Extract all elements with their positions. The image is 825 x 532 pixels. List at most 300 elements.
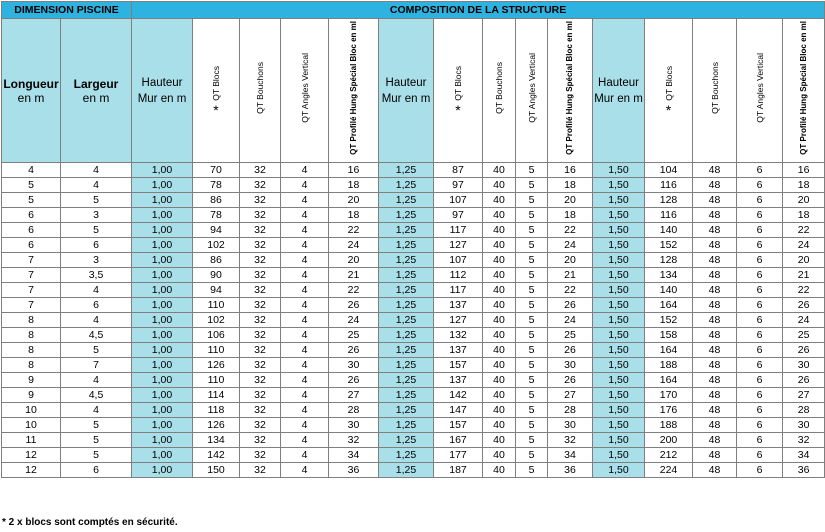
bouchons-cell: 40 xyxy=(483,463,516,478)
longueur-cell: 7 xyxy=(2,283,61,298)
largeur-cell: 4,5 xyxy=(61,388,132,403)
angles-cell: 6 xyxy=(737,373,783,388)
blocs-cell: 188 xyxy=(645,418,693,433)
blocs-cell: 140 xyxy=(645,223,693,238)
angles-cell: 4 xyxy=(281,358,329,373)
blocs-cell: 128 xyxy=(645,253,693,268)
hauteur-cell: 1,50 xyxy=(593,448,645,463)
blocs-cell: 177 xyxy=(434,448,483,463)
blocs-cell: 112 xyxy=(434,268,483,283)
angles-cell: 5 xyxy=(516,463,548,478)
longueur-cell: 12 xyxy=(2,448,61,463)
bouchons-cell: 48 xyxy=(693,328,737,343)
hauteur-cell: 1,00 xyxy=(132,238,193,253)
angles-cell: 4 xyxy=(281,313,329,328)
longueur-cell: 11 xyxy=(2,433,61,448)
blocs-cell: 110 xyxy=(193,373,240,388)
bouchons-cell: 48 xyxy=(693,238,737,253)
bouchons-cell: 40 xyxy=(483,268,516,283)
blocs-cell: 187 xyxy=(434,463,483,478)
hauteur-mur-header-3: Hauteur Mur en m xyxy=(593,19,645,163)
hauteur-cell: 1,50 xyxy=(593,388,645,403)
angles-cell: 6 xyxy=(737,178,783,193)
blocs-cell: 97 xyxy=(434,208,483,223)
longueur-header xyxy=(2,19,61,163)
profile-cell: 30 xyxy=(783,418,825,433)
qt-blocs-header-1 xyxy=(193,19,240,163)
qt-angles-header-1: QT Angles Vertical xyxy=(281,19,329,163)
profile-cell: 24 xyxy=(329,238,379,253)
blocs-cell: 164 xyxy=(645,343,693,358)
profile-cell: 22 xyxy=(783,223,825,238)
blocs-cell: 164 xyxy=(645,298,693,313)
profile-cell: 30 xyxy=(548,418,593,433)
largeur-cell: 6 xyxy=(61,463,132,478)
largeur-cell: 3,5 xyxy=(61,268,132,283)
angles-cell: 5 xyxy=(516,253,548,268)
angles-cell: 6 xyxy=(737,388,783,403)
hauteur-cell: 1,00 xyxy=(132,388,193,403)
profile-cell: 18 xyxy=(329,208,379,223)
blocs-cell: 200 xyxy=(645,433,693,448)
angles-cell: 4 xyxy=(281,238,329,253)
bouchons-cell: 40 xyxy=(483,373,516,388)
table-row xyxy=(2,433,825,448)
bouchons-cell: 32 xyxy=(240,208,281,223)
hauteur-cell: 1,25 xyxy=(379,298,434,313)
bouchons-cell: 40 xyxy=(483,343,516,358)
largeur-cell: 5 xyxy=(61,193,132,208)
qt-angles-header-3: QT Angles Vertical xyxy=(737,19,783,163)
largeur-cell: 3 xyxy=(61,208,132,223)
hauteur-cell: 1,50 xyxy=(593,418,645,433)
longueur-cell: 5 xyxy=(2,178,61,193)
angles-cell: 5 xyxy=(516,298,548,313)
blocs-cell: 86 xyxy=(193,253,240,268)
angles-cell: 5 xyxy=(516,313,548,328)
angles-cell: 6 xyxy=(737,238,783,253)
bouchons-cell: 40 xyxy=(483,163,516,178)
angles-cell: 5 xyxy=(516,283,548,298)
angles-cell: 4 xyxy=(281,193,329,208)
angles-cell: 5 xyxy=(516,433,548,448)
profile-cell: 25 xyxy=(548,328,593,343)
largeur-cell: 5 xyxy=(61,223,132,238)
angles-cell: 6 xyxy=(737,418,783,433)
angles-cell: 5 xyxy=(516,178,548,193)
blocs-cell: 78 xyxy=(193,208,240,223)
largeur-cell: 6 xyxy=(61,298,132,313)
profile-cell: 30 xyxy=(329,358,379,373)
profile-cell: 24 xyxy=(783,313,825,328)
hauteur-cell: 1,50 xyxy=(593,268,645,283)
bouchons-cell: 48 xyxy=(693,298,737,313)
hauteur-cell: 1,00 xyxy=(132,373,193,388)
blocs-cell: 188 xyxy=(645,358,693,373)
profile-cell: 26 xyxy=(329,298,379,313)
profile-cell: 24 xyxy=(548,313,593,328)
hauteur-cell: 1,25 xyxy=(379,448,434,463)
angles-cell: 4 xyxy=(281,328,329,343)
bouchons-cell: 32 xyxy=(240,283,281,298)
angles-cell: 6 xyxy=(737,298,783,313)
bouchons-cell: 48 xyxy=(693,193,737,208)
angles-cell: 4 xyxy=(281,283,329,298)
bouchons-cell: 48 xyxy=(693,403,737,418)
largeur-cell: 6 xyxy=(61,238,132,253)
hauteur-cell: 1,00 xyxy=(132,313,193,328)
hauteur-cell: 1,25 xyxy=(379,388,434,403)
angles-cell: 6 xyxy=(737,253,783,268)
blocs-cell: 142 xyxy=(434,388,483,403)
blocs-cell: 128 xyxy=(645,193,693,208)
hauteur-cell: 1,00 xyxy=(132,163,193,178)
angles-cell: 4 xyxy=(281,343,329,358)
blocs-cell: 152 xyxy=(645,238,693,253)
blocs-cell: 107 xyxy=(434,253,483,268)
largeur-cell: 5 xyxy=(61,433,132,448)
angles-cell: 4 xyxy=(281,223,329,238)
qt-blocs-label: QT Blocs xyxy=(211,65,221,101)
bouchons-cell: 40 xyxy=(483,223,516,238)
profile-cell: 24 xyxy=(548,238,593,253)
profile-cell: 36 xyxy=(548,463,593,478)
longueur-cell: 12 xyxy=(2,463,61,478)
profile-cell: 36 xyxy=(329,463,379,478)
profile-cell: 20 xyxy=(548,193,593,208)
footnote: * 2 x blocs sont comptés en sécurité. xyxy=(2,517,178,528)
hauteur-cell: 1,00 xyxy=(132,343,193,358)
angles-cell: 6 xyxy=(737,328,783,343)
angles-cell: 6 xyxy=(737,433,783,448)
longueur-unit: en m xyxy=(17,90,45,105)
profile-cell: 34 xyxy=(783,448,825,463)
qt-bouchons-header-3: QT Bouchons xyxy=(693,19,737,163)
hauteur-cell: 1,25 xyxy=(379,343,434,358)
largeur-cell: 4,5 xyxy=(61,328,132,343)
angles-cell: 6 xyxy=(737,193,783,208)
longueur-cell: 8 xyxy=(2,343,61,358)
bouchons-cell: 48 xyxy=(693,373,737,388)
bouchons-cell: 32 xyxy=(240,403,281,418)
angles-cell: 4 xyxy=(281,448,329,463)
bouchons-cell: 48 xyxy=(693,418,737,433)
bouchons-cell: 32 xyxy=(240,163,281,178)
bouchons-cell: 32 xyxy=(240,178,281,193)
profile-cell: 22 xyxy=(329,283,379,298)
table-row xyxy=(2,163,825,178)
angles-cell: 4 xyxy=(281,208,329,223)
angles-cell: 5 xyxy=(516,403,548,418)
largeur-unit: en m xyxy=(82,90,110,105)
hauteur-cell: 1,25 xyxy=(379,328,434,343)
longueur-label: Longueur xyxy=(3,76,59,91)
hauteur-cell: 1,25 xyxy=(379,403,434,418)
table-row xyxy=(2,448,825,463)
table-row xyxy=(2,463,825,478)
blocs-cell: 116 xyxy=(645,178,693,193)
hauteur-cell: 1,25 xyxy=(379,463,434,478)
blocs-cell: 117 xyxy=(434,223,483,238)
angles-cell: 4 xyxy=(281,463,329,478)
table-row xyxy=(2,238,825,253)
blocs-cell: 176 xyxy=(645,403,693,418)
hauteur-cell: 1,00 xyxy=(132,208,193,223)
longueur-cell: 9 xyxy=(2,388,61,403)
blocs-cell: 86 xyxy=(193,193,240,208)
blocs-cell: 102 xyxy=(193,313,240,328)
angles-cell: 4 xyxy=(281,403,329,418)
angles-cell: 5 xyxy=(516,268,548,283)
profile-cell: 34 xyxy=(548,448,593,463)
angles-cell: 6 xyxy=(737,343,783,358)
profile-cell: 36 xyxy=(783,463,825,478)
profile-cell: 28 xyxy=(783,403,825,418)
bouchons-cell: 40 xyxy=(483,448,516,463)
asterisk-mark: * xyxy=(665,102,672,119)
blocs-cell: 117 xyxy=(434,283,483,298)
bouchons-cell: 48 xyxy=(693,463,737,478)
angles-cell: 5 xyxy=(516,448,548,463)
hauteur-cell: 1,25 xyxy=(379,358,434,373)
longueur-cell: 9 xyxy=(2,373,61,388)
hauteur-cell: 1,00 xyxy=(132,283,193,298)
hauteur-cell: 1,50 xyxy=(593,208,645,223)
profile-cell: 26 xyxy=(548,298,593,313)
bouchons-cell: 48 xyxy=(693,388,737,403)
profile-cell: 30 xyxy=(548,358,593,373)
angles-cell: 5 xyxy=(516,193,548,208)
table-body xyxy=(2,163,825,478)
angles-cell: 4 xyxy=(281,373,329,388)
table-row xyxy=(2,313,825,328)
bouchons-cell: 48 xyxy=(693,343,737,358)
bouchons-cell: 32 xyxy=(240,388,281,403)
angles-cell: 6 xyxy=(737,463,783,478)
bouchons-cell: 32 xyxy=(240,448,281,463)
blocs-cell: 137 xyxy=(434,373,483,388)
profile-cell: 20 xyxy=(329,193,379,208)
largeur-cell: 5 xyxy=(61,448,132,463)
hauteur-cell: 1,00 xyxy=(132,433,193,448)
profile-cell: 24 xyxy=(783,238,825,253)
longueur-cell: 6 xyxy=(2,208,61,223)
largeur-cell: 5 xyxy=(61,418,132,433)
hauteur-cell: 1,50 xyxy=(593,193,645,208)
hauteur-cell: 1,50 xyxy=(593,433,645,448)
largeur-label: Largeur xyxy=(73,76,119,91)
bouchons-cell: 32 xyxy=(240,253,281,268)
profile-cell: 18 xyxy=(548,208,593,223)
bouchons-cell: 32 xyxy=(240,313,281,328)
bouchons-cell: 40 xyxy=(483,358,516,373)
profile-cell: 18 xyxy=(783,208,825,223)
table-row xyxy=(2,328,825,343)
table-row xyxy=(2,358,825,373)
table-row xyxy=(2,343,825,358)
hauteur-cell: 1,00 xyxy=(132,223,193,238)
bouchons-cell: 32 xyxy=(240,223,281,238)
profile-cell: 18 xyxy=(329,178,379,193)
hauteur-cell: 1,50 xyxy=(593,373,645,388)
hauteur-cell: 1,00 xyxy=(132,178,193,193)
hauteur-mur-header-2: Hauteur Mur en m xyxy=(379,19,434,163)
table-row xyxy=(2,253,825,268)
angles-cell: 5 xyxy=(516,238,548,253)
angles-cell: 4 xyxy=(281,178,329,193)
structure-table xyxy=(1,1,825,478)
bouchons-cell: 40 xyxy=(483,328,516,343)
profile-cell: 26 xyxy=(548,343,593,358)
bouchons-cell: 40 xyxy=(483,283,516,298)
hauteur-cell: 1,50 xyxy=(593,298,645,313)
profile-cell: 16 xyxy=(548,163,593,178)
blocs-cell: 158 xyxy=(645,328,693,343)
blocs-cell: 97 xyxy=(434,178,483,193)
angles-cell: 4 xyxy=(281,388,329,403)
largeur-cell: 7 xyxy=(61,358,132,373)
profile-cell: 21 xyxy=(548,268,593,283)
hauteur-cell: 1,50 xyxy=(593,313,645,328)
blocs-cell: 106 xyxy=(193,328,240,343)
blocs-cell: 127 xyxy=(434,238,483,253)
bouchons-cell: 48 xyxy=(693,253,737,268)
bouchons-cell: 48 xyxy=(693,283,737,298)
bouchons-cell: 32 xyxy=(240,268,281,283)
angles-cell: 5 xyxy=(516,373,548,388)
longueur-cell: 6 xyxy=(2,223,61,238)
angles-cell: 6 xyxy=(737,358,783,373)
blocs-cell: 150 xyxy=(193,463,240,478)
profile-cell: 22 xyxy=(329,223,379,238)
blocs-cell: 70 xyxy=(193,163,240,178)
angles-cell: 5 xyxy=(516,418,548,433)
longueur-cell: 5 xyxy=(2,193,61,208)
angles-cell: 4 xyxy=(281,163,329,178)
profile-cell: 27 xyxy=(548,388,593,403)
angles-cell: 5 xyxy=(516,223,548,238)
profile-cell: 22 xyxy=(548,283,593,298)
hauteur-cell: 1,25 xyxy=(379,418,434,433)
profile-cell: 20 xyxy=(783,193,825,208)
longueur-cell: 4 xyxy=(2,163,61,178)
blocs-cell: 126 xyxy=(193,358,240,373)
blocs-cell: 94 xyxy=(193,283,240,298)
profile-cell: 27 xyxy=(783,388,825,403)
angles-cell: 6 xyxy=(737,283,783,298)
dimension-piscine-header: DIMENSION PISCINE xyxy=(2,2,132,19)
hauteur-cell: 1,00 xyxy=(132,253,193,268)
blocs-cell: 107 xyxy=(434,193,483,208)
bouchons-cell: 48 xyxy=(693,208,737,223)
angles-cell: 5 xyxy=(516,163,548,178)
table-row xyxy=(2,223,825,238)
blocs-cell: 167 xyxy=(434,433,483,448)
table-row xyxy=(2,298,825,313)
longueur-cell: 10 xyxy=(2,403,61,418)
table-row xyxy=(2,178,825,193)
longueur-cell: 8 xyxy=(2,328,61,343)
bouchons-cell: 40 xyxy=(483,298,516,313)
largeur-cell: 3 xyxy=(61,253,132,268)
hauteur-cell: 1,25 xyxy=(379,313,434,328)
bouchons-cell: 32 xyxy=(240,343,281,358)
hauteur-cell: 1,25 xyxy=(379,223,434,238)
angles-cell: 5 xyxy=(516,343,548,358)
angles-cell: 5 xyxy=(516,208,548,223)
profile-cell: 20 xyxy=(783,253,825,268)
angles-cell: 6 xyxy=(737,448,783,463)
profile-cell: 16 xyxy=(783,163,825,178)
blocs-cell: 102 xyxy=(193,238,240,253)
hauteur-cell: 1,25 xyxy=(379,163,434,178)
bouchons-cell: 32 xyxy=(240,328,281,343)
profile-cell: 26 xyxy=(329,343,379,358)
profile-cell: 26 xyxy=(783,343,825,358)
hauteur-cell: 1,00 xyxy=(132,448,193,463)
bouchons-cell: 40 xyxy=(483,178,516,193)
bouchons-cell: 40 xyxy=(483,238,516,253)
bouchons-cell: 48 xyxy=(693,163,737,178)
asterisk-mark: * xyxy=(455,102,461,119)
hauteur-cell: 1,25 xyxy=(379,373,434,388)
bouchons-cell: 48 xyxy=(693,313,737,328)
bouchons-cell: 48 xyxy=(693,268,737,283)
largeur-cell: 4 xyxy=(61,403,132,418)
hauteur-cell: 1,50 xyxy=(593,403,645,418)
longueur-cell: 10 xyxy=(2,418,61,433)
hauteur-cell: 1,00 xyxy=(132,268,193,283)
hauteur-cell: 1,25 xyxy=(379,268,434,283)
qt-bouchons-header-2: QT Bouchons xyxy=(483,19,516,163)
bouchons-cell: 32 xyxy=(240,463,281,478)
largeur-cell: 4 xyxy=(61,163,132,178)
largeur-cell: 4 xyxy=(61,373,132,388)
bouchons-cell: 32 xyxy=(240,433,281,448)
bouchons-cell: 32 xyxy=(240,358,281,373)
angles-cell: 5 xyxy=(516,328,548,343)
angles-cell: 4 xyxy=(281,253,329,268)
angles-cell: 6 xyxy=(737,268,783,283)
profile-cell: 22 xyxy=(783,283,825,298)
largeur-cell: 4 xyxy=(61,313,132,328)
angles-cell: 6 xyxy=(737,163,783,178)
bouchons-cell: 48 xyxy=(693,223,737,238)
profile-cell: 32 xyxy=(548,433,593,448)
hauteur-cell: 1,50 xyxy=(593,343,645,358)
qt-bouchons-header-1: QT Bouchons xyxy=(240,19,281,163)
bouchons-cell: 32 xyxy=(240,418,281,433)
bouchons-cell: 48 xyxy=(693,433,737,448)
hauteur-cell: 1,00 xyxy=(132,403,193,418)
bouchons-cell: 32 xyxy=(240,238,281,253)
hauteur-cell: 1,00 xyxy=(132,193,193,208)
longueur-cell: 6 xyxy=(2,238,61,253)
bouchons-cell: 32 xyxy=(240,193,281,208)
asterisk-mark: * xyxy=(213,102,219,119)
angles-cell: 4 xyxy=(281,298,329,313)
hauteur-cell: 1,50 xyxy=(593,163,645,178)
largeur-cell: 5 xyxy=(61,343,132,358)
profile-cell: 20 xyxy=(329,253,379,268)
profile-cell: 18 xyxy=(548,178,593,193)
blocs-cell: 137 xyxy=(434,298,483,313)
blocs-cell: 87 xyxy=(434,163,483,178)
blocs-cell: 90 xyxy=(193,268,240,283)
bouchons-cell: 32 xyxy=(240,298,281,313)
angles-cell: 6 xyxy=(737,403,783,418)
blocs-cell: 212 xyxy=(645,448,693,463)
